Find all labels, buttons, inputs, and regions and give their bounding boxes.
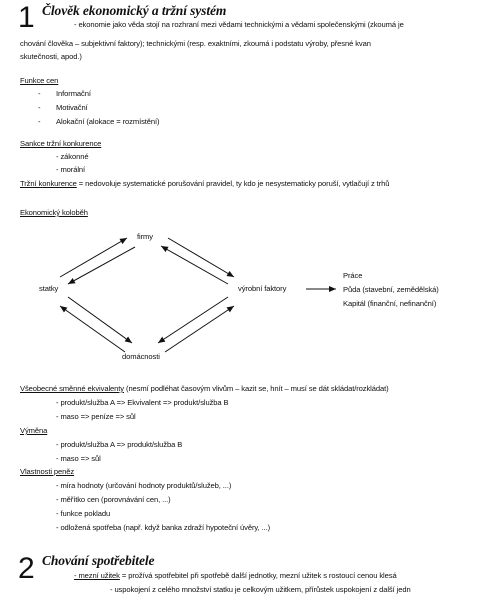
- arrow-domacnosti-to-factors: [165, 306, 234, 352]
- arrow-factors-to-domacnosti: [158, 297, 228, 343]
- node-firmy: firmy: [137, 232, 153, 241]
- exchange-equivalents-note: (nesmí podléhat časovým vlivům – kazit se, hnít – musí se dát skládat/rozkládat): [124, 384, 389, 393]
- barter-item: - produkt/služba A => produkt/služba B: [56, 440, 183, 449]
- intro-text-line-1: - ekonomie jako věda stojí na rozhraní mezi vědami technickými a vědami společenskými (zkoumá je: [74, 20, 404, 29]
- section-number: 2: [18, 552, 35, 585]
- total-utility-line: - uspokojení z celého množství statku je celkovým užitkem, přírůstek uspokojení z další jedn: [110, 585, 411, 594]
- sanction-item: - morální: [56, 165, 86, 174]
- money-property-item: - měřítko cen (porovnávání cen, ...): [56, 495, 171, 504]
- arrow-factors-to-firmy: [161, 246, 228, 284]
- exchange-item: - produkt/služba A => Ekvivalent => produkt/služba B: [56, 398, 229, 407]
- barter-item: - maso => sůl: [56, 454, 101, 463]
- exchange-equivalents-heading: Všeobecné směnné ekvivalenty: [20, 384, 124, 393]
- marginal-utility-term: - mezní užitek: [74, 571, 120, 580]
- factor-item: Kapitál (finanční, nefinanční): [343, 299, 437, 308]
- factor-item: Práce: [343, 271, 363, 280]
- barter-heading: Výměna: [20, 426, 48, 435]
- node-vyrobni-faktory: výrobní faktory: [238, 284, 287, 293]
- money-property-item: - funkce pokladu: [56, 509, 111, 518]
- arrow-domacnosti-to-statky: [60, 306, 125, 352]
- price-function-item: Alokační (alokace = rozmístění): [56, 117, 160, 126]
- competition-term: Tržní konkurence: [20, 179, 77, 188]
- factor-item: Půda (stavební, zemědělská): [343, 285, 439, 294]
- money-property-item: - míra hodnoty (určování hodnoty produktů/služeb, ...): [56, 481, 232, 490]
- intro-text-line-3: skutečnosti, apod.): [20, 52, 82, 61]
- bullet-dash: -: [38, 117, 41, 126]
- economic-cycle-heading: Ekonomický koloběh: [20, 208, 88, 217]
- section-title: Chování spotřebitele: [42, 553, 155, 568]
- node-domacnosti: domácnosti: [122, 352, 160, 361]
- price-function-item: Informační: [56, 89, 91, 98]
- exchange-item: - maso => peníze => sůl: [56, 412, 136, 421]
- bullet-dash: -: [38, 89, 41, 98]
- intro-text-line-2: chování člověka – subjektivní faktory); technickými (resp. exaktními, zkoumá i podstatu výroby, přesné kvan: [20, 39, 371, 48]
- sanctions-heading: Sankce tržní konkurence: [20, 139, 102, 148]
- money-properties-heading: Vlastnosti peněz: [20, 467, 75, 476]
- section-title: Člověk ekonomický a tržní systém: [42, 3, 227, 18]
- marginal-utility-text: = prožívá spotřebitel při spotřebě další jednotky, mezní užitek s rostoucí cenou klesá: [119, 571, 397, 580]
- arrow-statky-to-domacnosti: [68, 297, 132, 343]
- money-property-item: - odložená spotřeba (např. když banka zdraží hypoteční úvěry, ...): [56, 523, 271, 532]
- bullet-dash: -: [38, 103, 41, 112]
- price-function-item: Motivační: [56, 103, 88, 112]
- arrow-firmy-to-factors: [168, 238, 234, 277]
- competition-text: = nedovoluje systematické porušování pravidel, ty kdo je nesystematicky poruší, vytlačují z trhů: [76, 179, 390, 188]
- sanction-item: - zákonné: [56, 152, 89, 161]
- node-statky: statky: [39, 284, 59, 293]
- marginal-utility-line: [74, 571, 397, 581]
- price-functions-heading: Funkce cen: [20, 76, 59, 85]
- section-number: 1: [18, 1, 35, 34]
- exchange-equivalents-line: [20, 384, 389, 394]
